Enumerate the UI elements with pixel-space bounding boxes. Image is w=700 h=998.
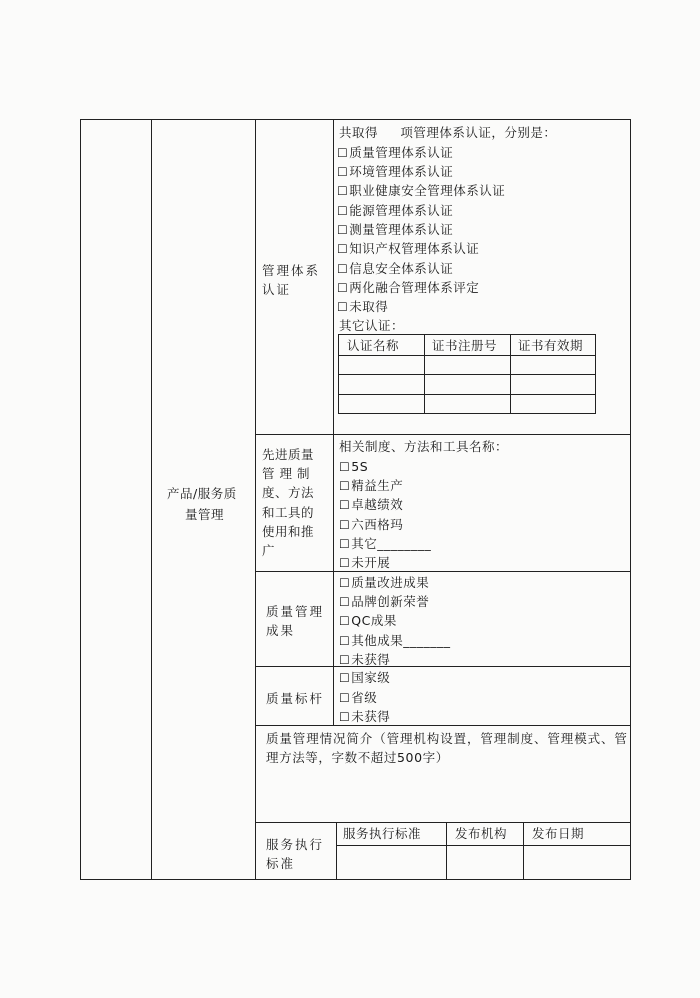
service-col-1 (446, 822, 447, 880)
cert-table-header-regno: 证书注册号 (432, 338, 498, 353)
row-divider-6 (336, 845, 631, 846)
checkbox-not-started[interactable]: ☐ 未开展 (339, 554, 390, 572)
mgmt-cert-label-line2: 认证 (262, 282, 292, 297)
checkbox-excellence[interactable]: ☐ 卓越绩效 (339, 496, 403, 514)
service-issuer-header: 发布机构 (455, 826, 508, 841)
cert-table-row2 (338, 374, 596, 375)
checkbox-six-sigma[interactable]: ☐ 六西格玛 (339, 516, 403, 534)
checkbox-quality-mgmt-cert[interactable]: ☐ 质量管理体系认证 (337, 144, 453, 162)
row-divider-4 (255, 725, 631, 726)
checkbox-lean[interactable]: ☐ 精益生产 (339, 477, 403, 495)
col-divider-3b (336, 822, 337, 880)
advanced-methods-label-line: 使用和推 (262, 524, 315, 539)
table-border-bottom (80, 879, 631, 880)
advanced-methods-label-line: 和工具的 (262, 505, 315, 520)
checkbox-infosec-cert[interactable]: ☐ 信息安全体系认证 (337, 260, 453, 278)
advanced-methods-label-line: 先进质量 (262, 447, 315, 462)
section-label-line2: 量管理 (185, 507, 225, 522)
checkbox-other-method[interactable]: ☐ 其它________ (339, 535, 431, 553)
cert-table-bottom (338, 413, 596, 414)
benchmark-label: 质量标杆 (266, 691, 325, 706)
checkbox-other-results[interactable]: ☐ 其他成果_______ (339, 632, 451, 650)
checkbox-measurement-mgmt-cert[interactable]: ☐ 测量管理体系认证 (337, 221, 453, 239)
checkbox-national-level[interactable]: ☐ 国家级 (339, 669, 390, 687)
advanced-methods-label-line: 度、方法 (262, 485, 315, 500)
quality-results-label-line1: 质量管理 (266, 604, 325, 619)
checkbox-benchmark-none[interactable]: ☐ 未获得 (339, 708, 390, 726)
checkbox-provincial-level[interactable]: ☐ 省级 (339, 689, 377, 707)
summary-prompt-line2: 理方法等，字数不超过500字） (266, 750, 449, 765)
col-divider-3a (333, 119, 334, 725)
service-standard-label-line2: 标准 (266, 856, 296, 871)
row-divider-5 (255, 822, 631, 823)
advanced-methods-intro: 相关制度、方法和工具名称： (339, 439, 509, 454)
table-border-top (80, 119, 631, 120)
advanced-methods-label-line: 广 (262, 543, 276, 558)
row-divider-3 (255, 666, 631, 667)
checkbox-environment-mgmt-cert[interactable]: ☐ 环境管理体系认证 (337, 163, 453, 181)
service-col-2 (523, 822, 524, 880)
row-divider-1 (255, 434, 631, 435)
service-date-header: 发布日期 (532, 826, 585, 841)
col-divider-2 (255, 119, 256, 880)
row-divider-2 (255, 571, 631, 572)
cert-table-header-validity: 证书有效期 (518, 338, 584, 353)
cert-table-row1 (338, 355, 596, 356)
quality-results-label-line2: 成果 (266, 623, 296, 638)
cert-table-left (338, 334, 339, 414)
mgmt-cert-label-line1: 管理体系 (262, 263, 321, 278)
service-standard-label-line1: 服务执行 (266, 837, 325, 852)
cert-table-header-name: 认证名称 (347, 338, 400, 353)
service-standard-header: 服务执行标准 (343, 826, 422, 841)
table-border-left (80, 119, 81, 880)
checkbox-energy-mgmt-cert[interactable]: ☐ 能源管理体系认证 (337, 202, 453, 220)
checkbox-brand-innovation[interactable]: ☐ 品牌创新荣誉 (339, 593, 429, 611)
cert-table-right (595, 334, 596, 414)
advanced-methods-label-line: 管 理 制 (262, 466, 310, 481)
checkbox-quality-improvement[interactable]: ☐ 质量改进成果 (339, 574, 429, 592)
checkbox-ip-mgmt-cert[interactable]: ☐ 知识产权管理体系认证 (337, 240, 479, 258)
checkbox-qc-results[interactable]: ☐ QC成果 (339, 612, 397, 630)
other-cert-label: 其它认证： (339, 318, 405, 333)
checkbox-mgmt-cert-none[interactable]: ☐ 未取得 (337, 298, 388, 316)
checkbox-5s[interactable]: ☐ 5S (339, 458, 368, 476)
section-label-line1: 产品/服务质 (167, 486, 237, 501)
mgmt-cert-intro: 共取得 项管理体系认证，分别是： (339, 125, 557, 140)
cert-table-col1 (424, 334, 425, 414)
col-divider-1 (151, 119, 152, 880)
table-border-right (630, 119, 631, 880)
cert-table-row3 (338, 394, 596, 395)
checkbox-integration-mgmt-eval[interactable]: ☐ 两化融合管理体系评定 (337, 279, 479, 297)
summary-prompt-line1: 质量管理情况简介（管理机构设置，管理制度、管理模式、管 (266, 731, 628, 746)
checkbox-results-none[interactable]: ☐ 未获得 (339, 651, 390, 669)
checkbox-ohs-mgmt-cert[interactable]: ☐ 职业健康安全管理体系认证 (337, 182, 505, 200)
cert-table-col2 (510, 334, 511, 414)
summary-input-area[interactable] (258, 770, 628, 820)
